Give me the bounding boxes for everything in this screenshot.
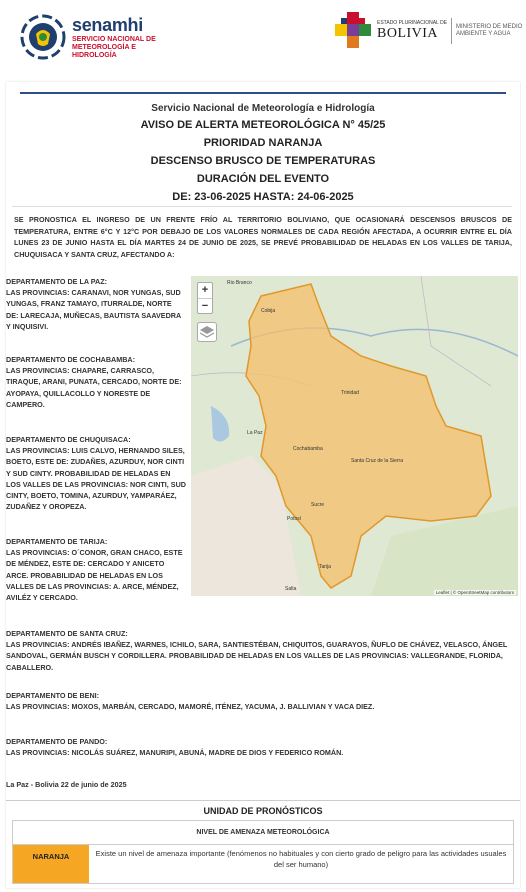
department-name: DEPARTAMENTO DE PANDO: (6, 737, 108, 746)
threat-level-table (12, 820, 514, 884)
map-label: La Paz (247, 430, 263, 436)
map-label: Potosí (287, 516, 302, 522)
top-rule (20, 92, 506, 94)
alert-document (6, 82, 520, 888)
map-label: Cobija (261, 308, 276, 314)
department-provinces: LAS PROVINCIAS: ANDRÉS IBAÑEZ, WARNES, ICHILO, SARA, SANTIESTÉBAN, CHIQUITOS, GUARAYOS, ÑUFLO DE CHÁVEZ, VELASCO, ÁNGEL SANDOVAL, GERMÁN BUSCH Y CORDILLERA. PROBABILIDAD DE HELADAS EN LOS VALLES DE LAS PROVINCIAS: VALLEGRANDE, FLORIDA, CABALLERO. (6, 640, 508, 672)
map-label: Santa Cruz de la Sierra (351, 458, 403, 464)
table-header: NIVEL DE AMENAZA METEOROLÓGICA (13, 821, 513, 845)
map-label: Trinidad (341, 390, 359, 396)
senamhi-subtitle: SERVICIO NACIONAL DE METEOROLOGÍA E HIDROLOGÍA (72, 35, 156, 59)
unit-title: UNIDAD DE PRONÓSTICOS (203, 806, 323, 816)
zoom-out-button[interactable]: − (198, 298, 212, 313)
senamhi-logo (20, 14, 162, 60)
map-label: Sucre (311, 502, 325, 508)
department-la-paz (6, 276, 186, 332)
department-tarija (6, 536, 186, 603)
table-row (13, 845, 513, 883)
map-canvas[interactable] (191, 276, 518, 596)
duration-label: DURACIÓN DEL EVENTO (196, 173, 330, 185)
layers-icon (198, 323, 216, 341)
department-provinces: LAS PROVINCIAS: CARANAVI, NOR YUNGAS, SUD YUNGAS, FRANZ TAMAYO, ITURRALDE, NORTE DE: LARECAJA, MUÑECAS, BAUTISTA SAAVEDRA Y INQUISIVI. (6, 288, 181, 331)
intro-paragraph: SE PRONOSTICA EL INGRESO DE UN FRENTE FRÍO AL TERRITORIO BOLIVIANO, QUE OCASIONARÁ DESCENSOS BRUSCOS DE TEMPERATURA, ENTRE 6°C Y 12°C POR DEBAJO DE LOS VALORES NORMALES DE CADA REGIÓN AFECTADA, A OCURRIR ENTRE EL DÍA LUNES 23 DE JUNIO HASTA EL DÍA MARTES 24 DE JUNIO DE 2025, SE PREVÉ PROBABILIDAD DE HELADAS EN LOS VALLES DE TARIJA, CHUQUISACA Y SANTA CRUZ, AFECTANDO A: (14, 215, 512, 259)
department-provinces: LAS PROVINCIAS: LUIS CALVO, HERNANDO SILES, BOETO, ESTE DE: ZUDAÑES, AZURDUY, NOR CINTI Y SUD CINTY. PROBABILIDAD DE HELADAS EN LOS VALLES DE LAS PROVINCIAS: NOR CINTI, SUD CINTY, BOETO, TOMINA, AZURDUY, YAMPARÁEZ, ZUDAÑEZ Y OROPEZA. (6, 446, 186, 512)
department-cochabamba (6, 354, 186, 410)
department-name: DEPARTAMENTO DE LA PAZ: (6, 277, 108, 286)
department-provinces: LAS PROVINCIAS: NICOLÁS SUÁREZ, MANURIPI, ABUNÁ, MADRE DE DIOS Y FEDERICO ROMÁN. (6, 748, 344, 758)
senamhi-name: senamhi (72, 14, 143, 35)
department-name: DEPARTAMENTO DE SANTA CRUZ: (6, 629, 128, 638)
department-provinces: LAS PROVINCIAS: O´CONOR, GRAN CHACO, ESTE DE MÉNDEZ, ESTE DE: CERCADO Y ANICETO ARCE. PROBABILIDAD DE HELADAS EN LOS VALLES DE LAS PROVINCIAS: A. ARCE, MÉNDEZ, AVILÉZ Y CERCADO. (6, 548, 183, 603)
department-name: DEPARTAMENTO DE TARIJA: (6, 537, 108, 546)
map-attribution[interactable]: Leaflet | © OpenStreetMap contributors (435, 590, 514, 595)
layers-button[interactable] (197, 322, 217, 342)
zoom-control (197, 282, 213, 314)
level-description: Existe un nivel de amenaza importante (fenómenos no habituales y con cierto grado de peligro para las actividades usuales del ser humano) (95, 849, 507, 869)
ministry-label: MINISTERIO DE MEDIO AMBIENTE Y AGUA (456, 24, 523, 37)
bolivia-logo (333, 10, 526, 52)
senamhi-emblem-icon (20, 14, 66, 60)
department-provinces: LAS PROVINCIAS: MOXOS, MARBÁN, CERCADO, MAMORÉ, ITÉNEZ, YACUMA, J. BALLIVIAN Y VACA DIEZ. (6, 702, 375, 712)
department-name: DEPARTAMENTO DE BENI: (6, 691, 100, 700)
department-chuquisaca (6, 434, 186, 512)
duration-dates: DE: 23-06-2025 HASTA: 24-06-2025 (172, 191, 354, 203)
department-santa-cruz (6, 628, 514, 673)
alert-number: AVISO DE ALERTA METEOROLÓGICA N° 45/25 (140, 119, 386, 131)
alert-map[interactable] (191, 276, 518, 596)
department-provinces: LAS PROVINCIAS: CHAPARE, CARRASCO, TIRAQUE, ARANI, PUNATA, CERCADO, NORTE DE: AYOPAYA, QUILLACOLLO Y NORESTE DE CAMPERO. (6, 366, 182, 409)
org-title: Servicio Nacional de Meteorología e Hidrología (151, 103, 375, 114)
department-beni (6, 690, 514, 712)
map-label: Salta (285, 586, 297, 592)
department-name: DEPARTAMENTO DE COCHABAMBA: (6, 355, 135, 364)
bolivia-small-label: ESTADO PLURINACIONAL DE (377, 20, 448, 26)
event-name: DESCENSO BRUSCO DE TEMPERATURAS (150, 155, 376, 167)
map-label: Cochabamba (293, 446, 323, 452)
zoom-in-button[interactable]: + (201, 284, 209, 296)
bolivia-label: BOLIVIA (377, 26, 439, 41)
alert-priority: PRIORIDAD NARANJA (203, 137, 323, 149)
issue-date: La Paz - Bolivia 22 de junio de 2025 (6, 780, 127, 789)
level-cell: NARANJA (13, 845, 89, 883)
department-pando (6, 736, 514, 758)
map-label: Rio Branco (227, 280, 252, 286)
intro-rule (12, 206, 512, 207)
page-header (0, 0, 526, 80)
unit-rule (6, 800, 520, 801)
logo-divider (451, 18, 452, 44)
department-name: DEPARTAMENTO DE CHUQUISACA: (6, 435, 131, 444)
title-block (6, 102, 520, 206)
bolivia-emblem-icon (333, 10, 373, 52)
map-label: Tarija (319, 564, 331, 570)
